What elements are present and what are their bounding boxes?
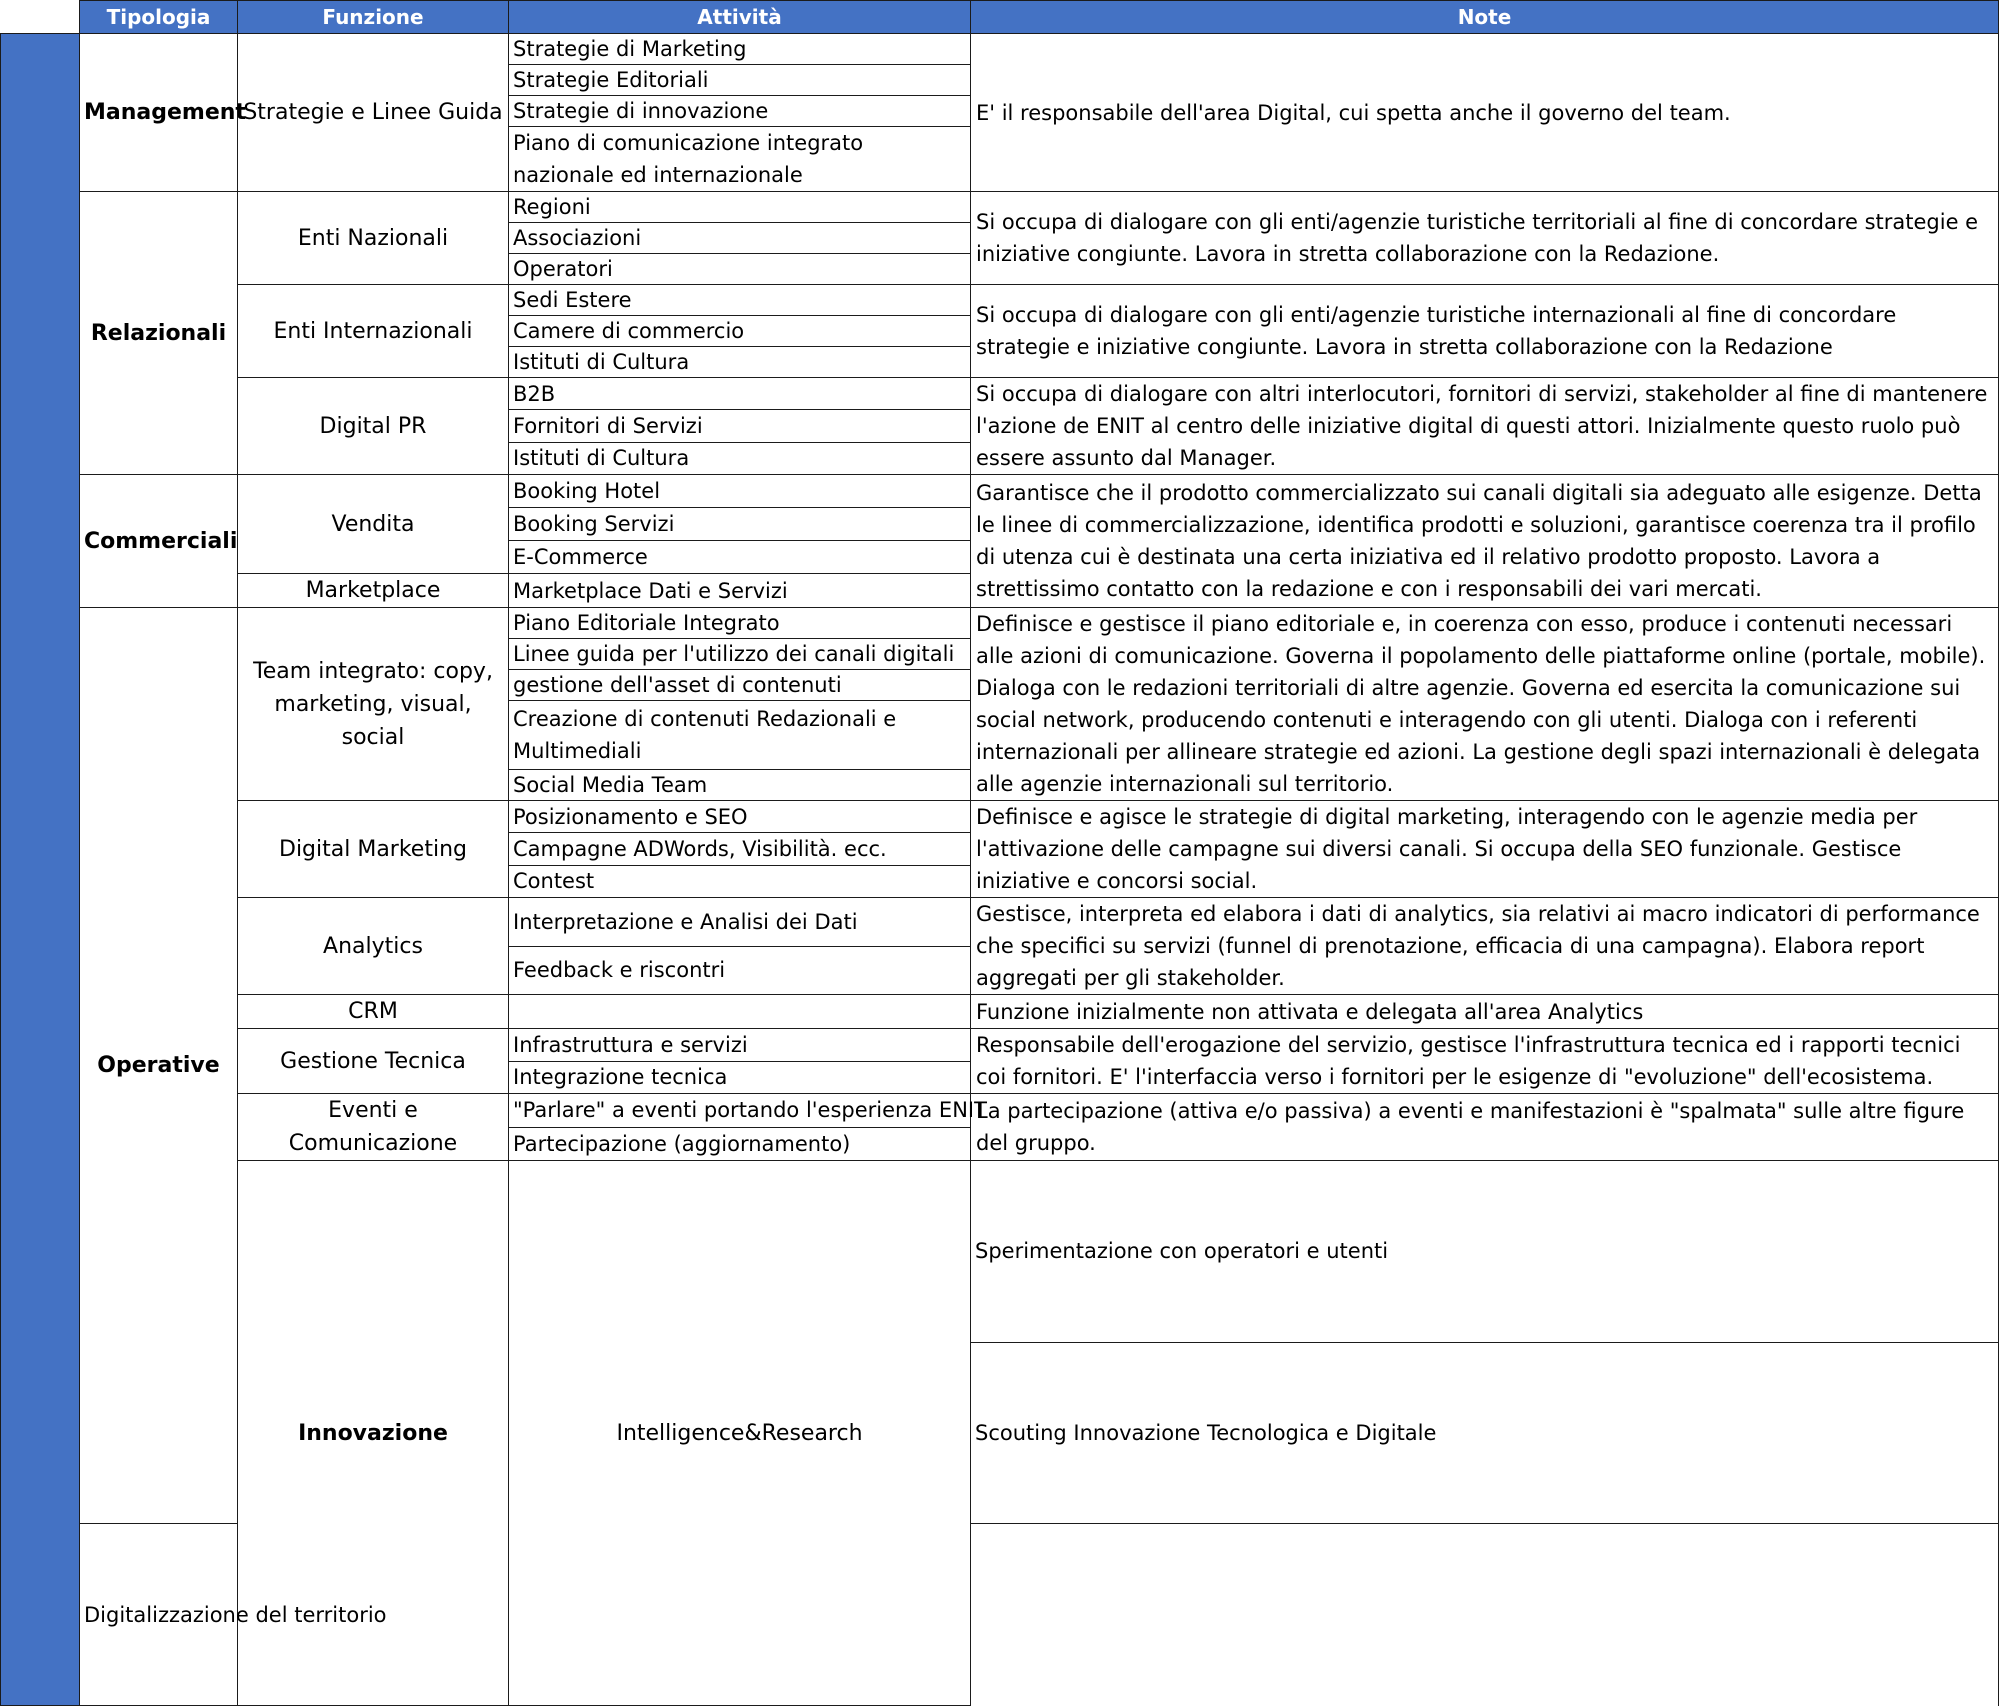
note-cell: Funzione inizialmente non attivata e delegata all'area Analytics <box>971 995 1999 1029</box>
table-row <box>1 898 1999 947</box>
attivita-cell: Operatori <box>509 254 971 285</box>
note-cell: Definisce e agisce le strategie di digital marketing, interagendo con le agenzie media per l'attivazione delle campagne sui diversi canali. Si occupa della SEO funzionale. Gestisce iniziative e concorsi social. <box>971 801 1999 898</box>
header-corner <box>1 1 80 34</box>
attivita-cell: Istituti di Cultura <box>509 347 971 378</box>
attivita-cell: Interpretazione e Analisi dei Dati <box>509 898 971 947</box>
table-row <box>1 1029 1999 1062</box>
header-attivita: Attività <box>509 1 971 34</box>
attivita-cell: Partecipazione (aggiornamento) <box>509 1127 971 1161</box>
funzione-crm: CRM <box>238 995 509 1029</box>
funzione-digital-marketing: Digital Marketing <box>238 801 509 898</box>
attivita-cell: Integrazione tecnica <box>509 1061 971 1094</box>
attivita-cell: Booking Servizi <box>509 508 971 541</box>
attivita-cell: Feedback e riscontri <box>509 946 971 995</box>
attivita-cell: Strategie Editoriali <box>509 65 971 96</box>
table-row <box>1 192 1999 223</box>
tipologia-relazionali: Relazionali <box>80 192 238 475</box>
table-row <box>1 285 1999 316</box>
funzione-strategie: Strategie e Linee Guida <box>238 34 509 192</box>
attivita-cell: E-Commerce <box>509 541 971 574</box>
attivita-cell: Social Media Team <box>509 770 971 801</box>
attivita-cell: Sedi Estere <box>509 285 971 316</box>
table-row <box>1 475 1999 508</box>
header-funzione: Funzione <box>238 1 509 34</box>
tipologia-innovazione: Innovazione <box>238 1161 509 1706</box>
table-row <box>1 378 1999 410</box>
attivita-cell: Contest <box>509 865 971 897</box>
table-row <box>1 34 1999 65</box>
table-row <box>1 608 1999 639</box>
note-cell: Si occupa di dialogare con altri interlocutori, fornitori di servizi, stakeholder al fine di mantenere l'azione de ENIT al centro delle iniziative digital di questi attori. Inizialmente questo ruolo può essere assunto dal Manager. <box>971 378 1999 475</box>
attivita-cell: B2B <box>509 378 971 410</box>
attivita-cell: Creazione di contenuti Redazionali e Multimediali <box>509 701 971 770</box>
note-cell: Garantisce che il prodotto commercializzato sui canali digitali sia adeguato alle esigenze. Detta le linee di commercializzazione, identifica prodotti e soluzioni, garantisce coerenza tra il profilo di utenza cui è destinata una certa iniziativa ed il relativo prodotto proposto. Lavora a strettissimo contatto con la redazione e con i responsabili dei vari mercati. <box>971 475 1999 608</box>
attivita-cell: Sperimentazione con operatori e utenti <box>971 1161 1999 1343</box>
attivita-cell: Fornitori di Servizi <box>509 410 971 442</box>
attivita-cell: Marketplace Dati e Servizi <box>509 574 971 608</box>
attivita-cell: Associazioni <box>509 223 971 254</box>
attivita-cell: Regioni <box>509 192 971 223</box>
funzione-gestione-tecnica: Gestione Tecnica <box>238 1029 509 1094</box>
attivita-cell: Infrastruttura e servizi <box>509 1029 971 1062</box>
note-cell: La partecipazione (attiva e/o passiva) a eventi e manifestazioni è "spalmata" sulle altre figure del gruppo. <box>971 1094 1999 1161</box>
table-row <box>1 1161 1999 1343</box>
funzione-intelligence: Intelligence&Research <box>509 1161 971 1706</box>
attivita-cell: Istituti di Cultura <box>509 442 971 474</box>
note-cell: E' il responsabile dell'area Digital, cui spetta anche il governo del team. <box>971 34 1999 192</box>
attivita-cell: Booking Hotel <box>509 475 971 508</box>
attivita-cell <box>509 995 971 1029</box>
attivita-cell: Piano Editoriale Integrato <box>509 608 971 639</box>
attivita-cell: gestione dell'asset di contenuti <box>509 670 971 701</box>
note-cell: Si occupa di dialogare con gli enti/agenzie turistiche territoriali al fine di concordare strategie e iniziative congiunte. Lavora in stretta collaborazione con la Redazione. <box>971 192 1999 285</box>
table-row <box>1 801 1999 833</box>
header-note: Note <box>971 1 1999 34</box>
attivita-cell: Strategie di innovazione <box>509 96 971 127</box>
header-row <box>1 1 1999 34</box>
funzione-digital-pr: Digital PR <box>238 378 509 475</box>
funzione-team-integrato: Team integrato: copy, marketing, visual, social <box>238 608 509 801</box>
attivita-cell: "Parlare" a eventi portando l'esperienza ENIT <box>509 1094 971 1128</box>
table-row <box>1 1094 1999 1128</box>
funzione-eventi: Eventi e Comunicazione <box>238 1094 509 1161</box>
tipologia-management: Management <box>80 34 238 192</box>
attivita-cell: Piano di comunicazione integrato nazionale ed internazionale <box>509 127 971 192</box>
note-cell: Definisce e gestisce il piano editoriale e, in coerenza con esso, produce i contenuti necessari alle azioni di comunicazione. Governa il popolamento delle piattaforme online (portale, mobile). Dialoga con le redazioni territoriali di altre agenzie. Governa ed esercita la comunicazione sui social network, producendo contenuti e interagendo con gli utenti. Dialoga con i referenti internazionali per allineare strategie ed azioni. La gestione degli spazi internazionali è delegata alle agenzie internazionali sul territorio. <box>971 608 1999 801</box>
funzione-marketplace: Marketplace <box>238 574 509 608</box>
note-cell: Si occupa di dialogare con gli enti/agenzie turistiche internazionali al fine di concordare strategie e iniziative congiunte. Lavora in stretta collaborazione con la Redazione <box>971 285 1999 378</box>
attivita-cell: Campagne ADWords, Visibilità. ecc. <box>509 833 971 865</box>
funzione-vendita: Vendita <box>238 475 509 574</box>
note-cell: Gestisce, interpreta ed elabora i dati di analytics, sia relativi ai macro indicatori di performance che specifici su servizi (funnel di prenotazione, efficacia di una campagna). Elabora report aggregati per gli stakeholder. <box>971 898 1999 995</box>
tipologia-commerciali: Commerciali <box>80 475 238 608</box>
side-band-label: Funzioni Digitali <box>134 714 179 1025</box>
table-row <box>1 995 1999 1029</box>
funzione-enti-internazionali: Enti Internazionali <box>238 285 509 378</box>
header-tipologia: Tipologia <box>80 1 238 34</box>
attivita-cell: Camere di commercio <box>509 316 971 347</box>
attivita-cell: Digitalizzazione del territorio <box>80 1524 238 1706</box>
note-cell: Responsabile dell'erogazione del servizio, gestisce l'infrastruttura tecnica ed i rapporti tecnici coi fornitori. E' l'interfaccia verso i fornitori per le esigenze di "evoluzione" dell'ecosistema. <box>971 1029 1999 1094</box>
funzione-analytics: Analytics <box>238 898 509 995</box>
attivita-cell: Linee guida per l'utilizzo dei canali digitali <box>509 639 971 670</box>
attivita-cell: Posizionamento e SEO <box>509 801 971 833</box>
tipologia-operative: Operative <box>80 608 238 1524</box>
funzione-enti-nazionali: Enti Nazionali <box>238 192 509 285</box>
attivita-cell: Strategie di Marketing <box>509 34 971 65</box>
attivita-cell: Scouting Innovazione Tecnologica e Digitale <box>971 1342 1999 1524</box>
